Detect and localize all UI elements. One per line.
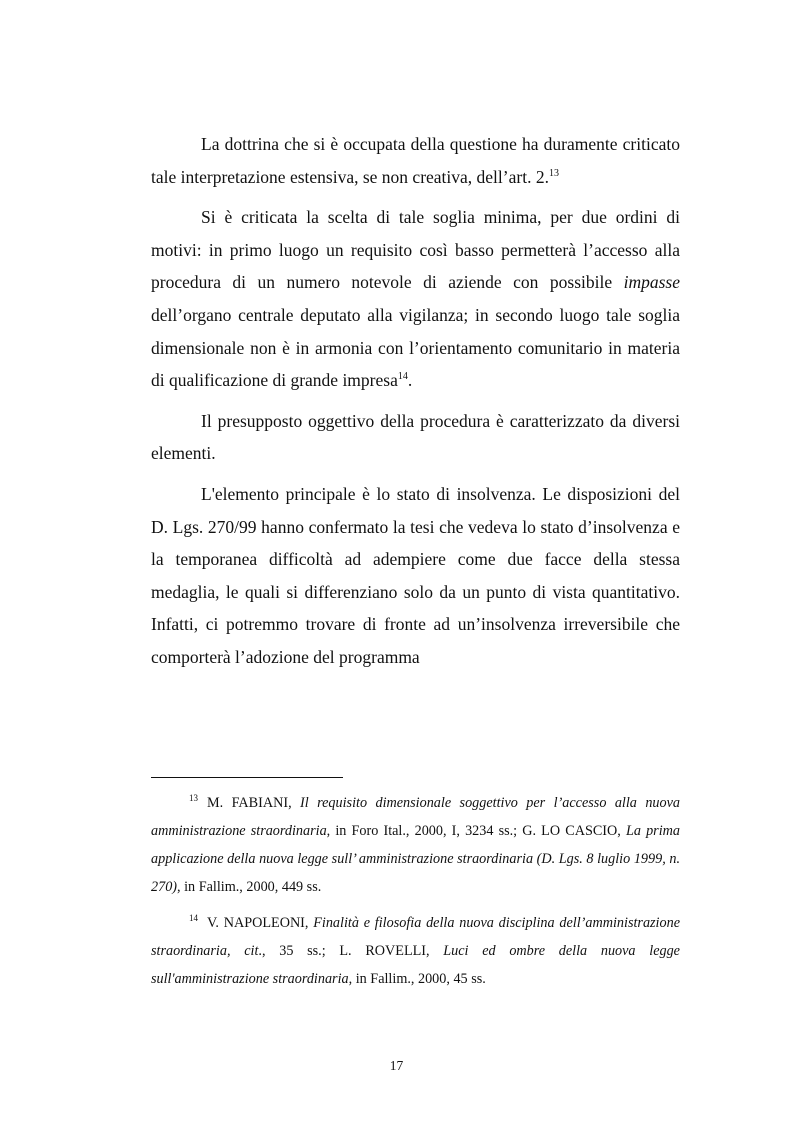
footnote-ref-13[interactable]: 13 — [548, 167, 559, 179]
paragraph-1-text: La dottrina che si è occupata della questione ha duramente criticato tale interpretazione estensiva, se non creativa, dell’art. 2. — [151, 134, 680, 187]
paragraph-3: Il presupposto oggettivo della procedura è caratterizzato da diversi elementi. — [151, 410, 680, 464]
footnote-14-citation-1: ., 35 ss.; L. ROVELLI, — [258, 943, 444, 959]
footnote-14-title-2: Luci ed ombre della nuova legge sull'amministrazione straordinaria — [151, 943, 680, 987]
footnote-14-number: 14 — [189, 913, 198, 923]
footnote-13 — [151, 789, 680, 901]
footnote-separator — [151, 777, 343, 778]
footnote-14-title-1: Finalità e filosofia della nuova disciplina dell’amministrazione straordinaria, cit — [151, 915, 680, 959]
footnote-14-author-1: V. NAPOLEONI, — [207, 915, 314, 931]
body-text — [151, 128, 680, 682]
footnote-13-title-1: Il requisito dimensionale soggettivo per l’accesso alla nuova amministrazione straordinaria — [151, 795, 680, 839]
footnote-14 — [151, 909, 680, 993]
paragraph-1 — [151, 128, 680, 193]
paragraph-2-text-a: Si è criticata la scelta di tale soglia minima, per due ordini di motivi: in primo luogo un requisito così basso permetterà l’accesso alla procedura di un numero notevole di aziende con possibile — [151, 207, 680, 293]
footnote-13-title-2: La prima applicazione della nuova legge sull’ amministrazione straordinaria (D. Lgs. 8 luglio 1999, n. 270) — [151, 823, 680, 895]
footnote-ref-14[interactable]: 14 — [397, 371, 408, 383]
footnote-13-number: 13 — [189, 793, 198, 803]
footnote-14-citation-2: , in Fallim., 2000, 45 ss. — [348, 971, 486, 987]
paragraph-4: L'elemento principale è lo stato di insolvenza. Le disposizioni del D. Lgs. 270/99 hanno confermato la tesi che vedeva lo stato d’insolvenza e la temporanea difficoltà ad adempiere come due facce della stessa medaglia, le quali si differenziano solo da un punto di vista quantitativo. Infatti, ci potremmo trovare di fronte ad un’insolvenza irreversibile che comporterà l’adozione del programma — [151, 483, 680, 667]
footnotes — [151, 789, 680, 1001]
footnote-13-citation-2: , in Fallim., 2000, 449 ss. — [177, 879, 322, 895]
paragraph-2 — [151, 201, 680, 397]
paragraph-2-italic-term: impasse — [623, 272, 680, 293]
paragraph-2-text-b: dell’organo centrale deputato alla vigilanza; in secondo luogo tale soglia dimensionale non è in armonia con l’orientamento comunitario in materia di qualificazione di grande impresa — [151, 304, 680, 391]
footnote-13-citation-1: , in Foro Ital., 2000, I, 3234 ss.; G. LO CASCIO, — [326, 823, 626, 839]
paragraph-2-text-c: . — [407, 370, 413, 391]
page-number: 17 — [389, 1058, 404, 1073]
footnote-13-author-1: M. FABIANI, — [207, 795, 301, 811]
